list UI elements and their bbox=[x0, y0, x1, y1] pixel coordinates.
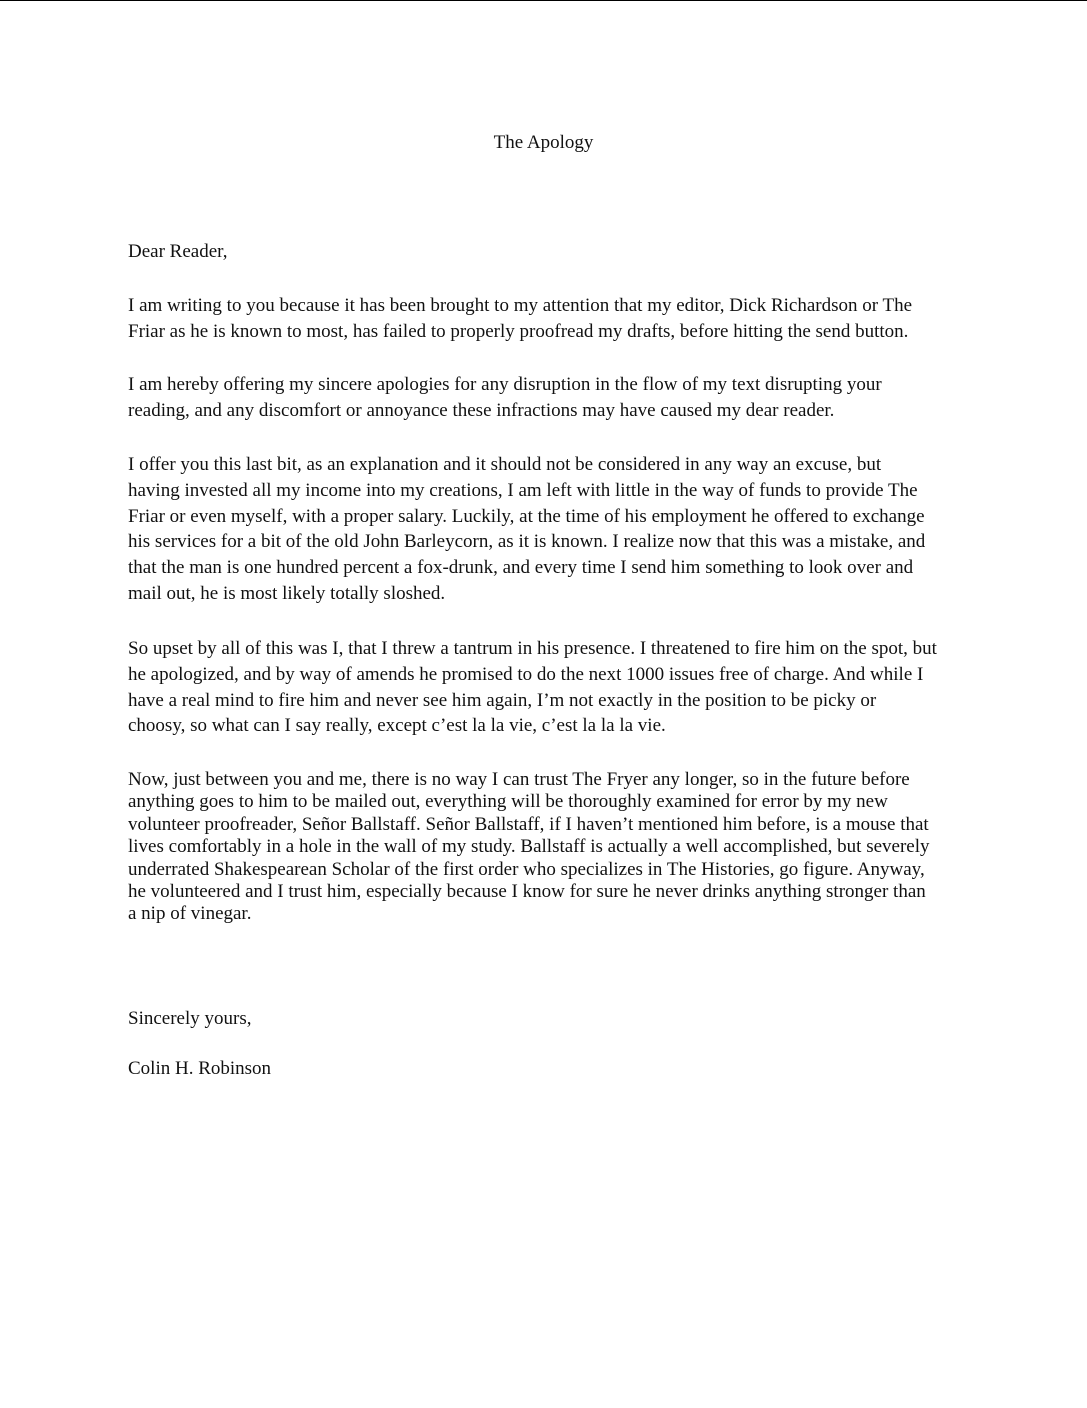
paragraph-line: having invested all my income into my creations, I am left with little in the way of funds to provide The bbox=[128, 479, 918, 501]
paragraph-line: his services for a bit of the old John Barleycorn, as it is known. I realize now that this was a mistake, and bbox=[128, 531, 926, 553]
paragraph-line: reading, and any discomfort or annoyance these infractions may have caused my dear reader. bbox=[128, 399, 835, 421]
paragraph-2 bbox=[128, 372, 978, 424]
paragraph-line: he volunteered and I trust him, especially because I know for sure he never drinks anything stronger than bbox=[128, 881, 926, 903]
paragraph-line: that the man is one hundred percent a fox-drunk, and every time I send him something to look over and bbox=[128, 557, 914, 579]
paragraph-line: Friar as he is known to most, has failed to properly proofread my drafts, before hitting the send button. bbox=[128, 320, 909, 342]
paragraph-line: So upset by all of this was I, that I threw a tantrum in his presence. I threatened to fire him on the spot, but bbox=[128, 638, 937, 659]
paragraph-line: he apologized, and by way of amends he promised to do the next 1000 issues free of charge. And while I bbox=[128, 663, 924, 685]
paragraph-5 bbox=[128, 769, 978, 926]
paragraph-line: lives comfortably in a hole in the wall of my study. Ballstaff is actually a well accomplished, but severely bbox=[128, 836, 930, 858]
paragraph-line: I am writing to you because it has been brought to my attention that my editor, Dick Richardson or The bbox=[128, 295, 913, 316]
paragraph-line: a nip of vinegar. bbox=[128, 903, 252, 925]
paragraph-4 bbox=[128, 636, 978, 739]
paragraph-line: mail out, he is most likely totally sloshed. bbox=[128, 582, 446, 604]
paragraph-1 bbox=[128, 293, 978, 345]
paragraph-line: I am hereby offering my sincere apologies for any disruption in the flow of my text disrupting your bbox=[128, 374, 882, 395]
paragraph-3 bbox=[128, 452, 978, 607]
paragraph-line: underrated Shakespearean Scholar of the first order who specializes in The Histories, go figure. Anyway, bbox=[128, 858, 925, 880]
signature: Colin H. Robinson bbox=[128, 1058, 272, 1079]
document-title: The Apology bbox=[493, 132, 594, 153]
paragraph-line: Friar or even myself, with a proper salary. Luckily, at the time of his employment he offered to exchange bbox=[128, 505, 925, 527]
paragraph-line: volunteer proofreader, Señor Ballstaff. Señor Ballstaff, if I haven’t mentioned him before, is a mouse that bbox=[128, 813, 929, 835]
paragraph-line: have a real mind to fire him and never see him again, I’m not exactly in the position to be picky or bbox=[128, 689, 877, 711]
paragraph-line: choosy, so what can I say really, except c’est la la vie, c’est la la la vie. bbox=[128, 715, 666, 737]
paragraph-line: anything goes to him to be mailed out, everything will be thoroughly examined for error by my new bbox=[128, 791, 888, 813]
paragraph-line: I offer you this last bit, as an explanation and it should not be considered in any way an excuse, but bbox=[128, 454, 882, 475]
paragraph-line: Now, just between you and me, there is no way I can trust The Fryer any longer, so in the future before bbox=[128, 769, 910, 790]
greeting: Dear Reader, bbox=[128, 241, 228, 262]
closing: Sincerely yours, bbox=[128, 1008, 252, 1029]
